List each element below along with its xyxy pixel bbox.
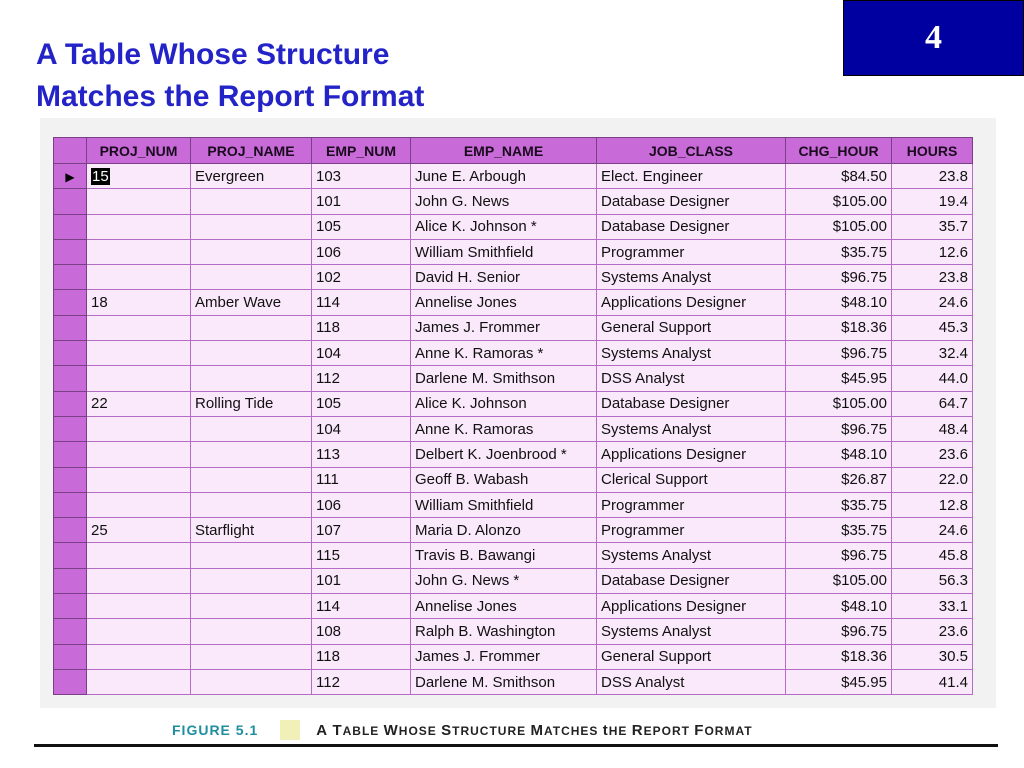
cell-proj-name[interactable] xyxy=(191,543,312,568)
row-selector[interactable] xyxy=(54,669,87,694)
table-row[interactable] xyxy=(54,594,973,619)
caption-divider xyxy=(34,744,998,747)
cell-chg-hour[interactable]: $18.36 xyxy=(786,315,892,340)
table-row[interactable] xyxy=(54,492,973,517)
cell-emp-name[interactable]: Geoff B. Wabash xyxy=(411,467,597,492)
cell-proj-num[interactable] xyxy=(87,467,191,492)
cell-emp-name[interactable]: Annelise Jones xyxy=(411,594,597,619)
slide-title-line-2: Matches the Report Format xyxy=(36,80,425,113)
cell-proj-num[interactable] xyxy=(87,315,191,340)
cell-emp-name[interactable]: John G. News xyxy=(411,189,597,214)
cell-emp-name[interactable]: James J. Frommer xyxy=(411,315,597,340)
cell-hours[interactable]: 33.1 xyxy=(892,594,973,619)
cell-hours[interactable]: 23.6 xyxy=(892,442,973,467)
table-row[interactable] xyxy=(54,189,973,214)
table-body xyxy=(54,164,973,695)
row-selector[interactable] xyxy=(54,189,87,214)
cell-proj-num[interactable] xyxy=(87,644,191,669)
cell-job-class[interactable]: Systems Analyst xyxy=(597,341,786,366)
cell-hours[interactable]: 24.6 xyxy=(892,290,973,315)
cell-proj-name[interactable] xyxy=(191,366,312,391)
cell-emp-name[interactable]: Darlene M. Smithson xyxy=(411,366,597,391)
cell-job-class[interactable]: Elect. Engineer xyxy=(597,164,786,189)
slide-title-line-1: A Table Whose Structure xyxy=(36,38,390,71)
cell-emp-num[interactable]: 106 xyxy=(312,492,411,517)
cell-proj-num[interactable]: 25 xyxy=(87,518,191,543)
cell-emp-num[interactable]: 114 xyxy=(312,290,411,315)
row-selector[interactable] xyxy=(54,214,87,239)
cell-proj-name[interactable] xyxy=(191,644,312,669)
cell-job-class[interactable]: Applications Designer xyxy=(597,442,786,467)
table-row[interactable] xyxy=(54,315,973,340)
table-row[interactable] xyxy=(54,619,973,644)
row-selector[interactable] xyxy=(54,366,87,391)
cell-emp-num[interactable]: 118 xyxy=(312,315,411,340)
project-employee-table xyxy=(53,137,973,695)
row-selector[interactable] xyxy=(54,619,87,644)
table-row[interactable] xyxy=(54,366,973,391)
cell-proj-name[interactable] xyxy=(191,442,312,467)
cell-proj-name[interactable]: Rolling Tide xyxy=(191,391,312,416)
row-selector[interactable] xyxy=(54,644,87,669)
header-row xyxy=(54,138,973,164)
cell-emp-name[interactable]: James J. Frommer xyxy=(411,644,597,669)
cell-emp-num[interactable]: 106 xyxy=(312,239,411,264)
cell-emp-name[interactable]: Annelise Jones xyxy=(411,290,597,315)
table-row[interactable] xyxy=(54,442,973,467)
cell-emp-num[interactable]: 104 xyxy=(312,416,411,441)
table-row[interactable] xyxy=(54,518,973,543)
cell-hours[interactable]: 19.4 xyxy=(892,189,973,214)
cell-proj-name[interactable] xyxy=(191,467,312,492)
table-row[interactable] xyxy=(54,644,973,669)
cell-chg-hour[interactable]: $96.75 xyxy=(786,265,892,290)
cell-proj-num[interactable] xyxy=(87,189,191,214)
caption-swatch xyxy=(280,720,300,740)
cell-job-class[interactable]: General Support xyxy=(597,315,786,340)
table-row[interactable] xyxy=(54,341,973,366)
cell-proj-name[interactable]: Evergreen xyxy=(191,164,312,189)
slide-number-box xyxy=(843,0,1024,76)
row-selector[interactable] xyxy=(54,391,87,416)
cell-emp-name[interactable]: Anne K. Ramoras xyxy=(411,416,597,441)
cell-proj-num[interactable] xyxy=(87,492,191,517)
column-header-emp-name[interactable]: EMP_NAME xyxy=(411,138,597,164)
cell-job-class[interactable]: Systems Analyst xyxy=(597,265,786,290)
cell-emp-name[interactable]: Travis B. Bawangi xyxy=(411,543,597,568)
select-all-corner[interactable] xyxy=(54,138,87,164)
cell-emp-num[interactable]: 111 xyxy=(312,467,411,492)
column-header-chg-hour[interactable]: CHG_HOUR xyxy=(786,138,892,164)
cell-hours[interactable]: 12.6 xyxy=(892,239,973,264)
cell-job-class[interactable]: Systems Analyst xyxy=(597,416,786,441)
cell-chg-hour[interactable]: $26.87 xyxy=(786,467,892,492)
cell-proj-name[interactable] xyxy=(191,239,312,264)
cell-proj-name[interactable]: Amber Wave xyxy=(191,290,312,315)
cell-emp-name[interactable]: William Smithfield xyxy=(411,492,597,517)
cell-proj-num[interactable] xyxy=(87,265,191,290)
cell-emp-name[interactable]: Darlene M. Smithson xyxy=(411,669,597,694)
cell-proj-name[interactable]: Starflight xyxy=(191,518,312,543)
figure-caption xyxy=(172,718,753,742)
cell-job-class[interactable]: Clerical Support xyxy=(597,467,786,492)
cell-emp-name[interactable]: June E. Arbough xyxy=(411,164,597,189)
cell-emp-num[interactable]: 113 xyxy=(312,442,411,467)
cell-chg-hour[interactable]: $105.00 xyxy=(786,214,892,239)
cell-emp-name[interactable]: Alice K. Johnson * xyxy=(411,214,597,239)
cell-chg-hour[interactable]: $96.75 xyxy=(786,341,892,366)
row-selector[interactable] xyxy=(54,442,87,467)
cell-proj-name[interactable] xyxy=(191,492,312,517)
cell-emp-num[interactable]: 107 xyxy=(312,518,411,543)
cell-chg-hour[interactable]: $35.75 xyxy=(786,492,892,517)
selected-cell-text: 15 xyxy=(92,167,109,185)
table-row[interactable] xyxy=(54,391,973,416)
cell-emp-name[interactable]: Ralph B. Washington xyxy=(411,619,597,644)
cell-chg-hour[interactable]: $96.75 xyxy=(786,416,892,441)
row-selector[interactable] xyxy=(54,594,87,619)
cell-proj-num[interactable] xyxy=(87,214,191,239)
row-selector[interactable] xyxy=(54,492,87,517)
cell-proj-name[interactable] xyxy=(191,265,312,290)
datasheet-view xyxy=(53,137,973,695)
cell-emp-num[interactable]: 101 xyxy=(312,189,411,214)
row-selector[interactable] xyxy=(54,290,87,315)
cell-proj-num[interactable]: 18 xyxy=(87,290,191,315)
cell-proj-name[interactable] xyxy=(191,619,312,644)
cell-chg-hour[interactable]: $105.00 xyxy=(786,568,892,593)
cell-proj-name[interactable] xyxy=(191,341,312,366)
cell-hours[interactable]: 23.8 xyxy=(892,164,973,189)
table-row[interactable] xyxy=(54,669,973,694)
table-row[interactable] xyxy=(54,239,973,264)
cell-emp-num[interactable]: 102 xyxy=(312,265,411,290)
cell-hours[interactable]: 44.0 xyxy=(892,366,973,391)
cell-hours[interactable]: 41.4 xyxy=(892,669,973,694)
cell-job-class[interactable]: Database Designer xyxy=(597,391,786,416)
cell-chg-hour[interactable]: $105.00 xyxy=(786,391,892,416)
row-selector[interactable] xyxy=(54,467,87,492)
row-selector[interactable] xyxy=(54,315,87,340)
cell-proj-num[interactable] xyxy=(87,164,191,189)
cell-job-class[interactable]: Programmer xyxy=(597,492,786,517)
cell-chg-hour[interactable]: $35.75 xyxy=(786,518,892,543)
table-row[interactable] xyxy=(54,568,973,593)
cell-chg-hour[interactable]: $48.10 xyxy=(786,442,892,467)
cell-emp-num[interactable]: 112 xyxy=(312,669,411,694)
cell-hours[interactable]: 32.4 xyxy=(892,341,973,366)
column-header-hours[interactable]: HOURS xyxy=(892,138,973,164)
column-header-proj-num[interactable]: PROJ_NUM xyxy=(87,138,191,164)
cell-emp-num[interactable]: 105 xyxy=(312,214,411,239)
cell-proj-num[interactable] xyxy=(87,543,191,568)
row-selector[interactable] xyxy=(54,341,87,366)
row-selector[interactable] xyxy=(54,568,87,593)
cell-hours[interactable]: 56.3 xyxy=(892,568,973,593)
row-selector[interactable] xyxy=(54,518,87,543)
cell-job-class[interactable]: Database Designer xyxy=(597,189,786,214)
table-row[interactable] xyxy=(54,265,973,290)
cell-proj-name[interactable] xyxy=(191,315,312,340)
cell-chg-hour[interactable]: $45.95 xyxy=(786,669,892,694)
current-record-arrow-icon: ▶ xyxy=(65,169,75,184)
cell-proj-name[interactable] xyxy=(191,416,312,441)
cell-chg-hour[interactable]: $96.75 xyxy=(786,543,892,568)
cell-emp-num[interactable]: 114 xyxy=(312,594,411,619)
table-row[interactable] xyxy=(54,543,973,568)
cell-hours[interactable]: 23.8 xyxy=(892,265,973,290)
cell-job-class[interactable]: Applications Designer xyxy=(597,594,786,619)
row-selector[interactable] xyxy=(54,239,87,264)
cell-job-class[interactable]: Systems Analyst xyxy=(597,619,786,644)
cell-proj-num[interactable] xyxy=(87,594,191,619)
table-row[interactable] xyxy=(54,214,973,239)
cell-emp-num[interactable]: 105 xyxy=(312,391,411,416)
cell-emp-num[interactable]: 115 xyxy=(312,543,411,568)
cell-hours[interactable]: 45.8 xyxy=(892,543,973,568)
table-row[interactable] xyxy=(54,164,973,189)
cell-chg-hour[interactable]: $84.50 xyxy=(786,164,892,189)
cell-emp-name[interactable]: Delbert K. Joenbrood * xyxy=(411,442,597,467)
cell-hours[interactable]: 35.7 xyxy=(892,214,973,239)
cell-emp-num[interactable]: 103 xyxy=(312,164,411,189)
cell-job-class[interactable]: Programmer xyxy=(597,518,786,543)
cell-hours[interactable]: 22.0 xyxy=(892,467,973,492)
column-header-proj-name[interactable]: PROJ_NAME xyxy=(191,138,312,164)
row-selector[interactable] xyxy=(54,265,87,290)
cell-chg-hour[interactable]: $105.00 xyxy=(786,189,892,214)
cell-chg-hour[interactable]: $48.10 xyxy=(786,594,892,619)
cell-hours[interactable]: 30.5 xyxy=(892,644,973,669)
slide-number: 4 xyxy=(925,19,942,56)
table-row[interactable] xyxy=(54,290,973,315)
cell-emp-name[interactable]: David H. Senior xyxy=(411,265,597,290)
cell-job-class[interactable]: General Support xyxy=(597,644,786,669)
cell-emp-name[interactable]: Alice K. Johnson xyxy=(411,391,597,416)
cell-emp-name[interactable]: Maria D. Alonzo xyxy=(411,518,597,543)
column-header-job-class[interactable]: JOB_CLASS xyxy=(597,138,786,164)
cell-proj-name[interactable] xyxy=(191,568,312,593)
cell-proj-name[interactable] xyxy=(191,594,312,619)
cell-chg-hour[interactable]: $45.95 xyxy=(786,366,892,391)
cell-hours[interactable]: 23.6 xyxy=(892,619,973,644)
cell-proj-name[interactable] xyxy=(191,669,312,694)
cell-proj-num[interactable] xyxy=(87,341,191,366)
cell-proj-name[interactable] xyxy=(191,214,312,239)
cell-job-class[interactable]: Database Designer xyxy=(597,214,786,239)
cell-job-class[interactable]: Applications Designer xyxy=(597,290,786,315)
cell-proj-num[interactable] xyxy=(87,239,191,264)
column-header-emp-num[interactable]: EMP_NUM xyxy=(312,138,411,164)
cell-hours[interactable]: 45.3 xyxy=(892,315,973,340)
cell-chg-hour[interactable]: $48.10 xyxy=(786,290,892,315)
table-row[interactable] xyxy=(54,416,973,441)
cell-chg-hour[interactable]: $18.36 xyxy=(786,644,892,669)
cell-proj-name[interactable] xyxy=(191,189,312,214)
cell-emp-num[interactable]: 118 xyxy=(312,644,411,669)
cell-emp-num[interactable]: 112 xyxy=(312,366,411,391)
cell-emp-name[interactable]: John G. News * xyxy=(411,568,597,593)
cell-emp-name[interactable]: William Smithfield xyxy=(411,239,597,264)
cell-emp-num[interactable]: 104 xyxy=(312,341,411,366)
cell-job-class[interactable]: Systems Analyst xyxy=(597,543,786,568)
cell-job-class[interactable]: Database Designer xyxy=(597,568,786,593)
cell-chg-hour[interactable]: $35.75 xyxy=(786,239,892,264)
cell-proj-num[interactable] xyxy=(87,416,191,441)
cell-proj-num[interactable] xyxy=(87,619,191,644)
row-selector[interactable] xyxy=(54,416,87,441)
cell-emp-num[interactable]: 101 xyxy=(312,568,411,593)
cell-hours[interactable]: 12.8 xyxy=(892,492,973,517)
cell-proj-num[interactable] xyxy=(87,442,191,467)
cell-job-class[interactable]: DSS Analyst xyxy=(597,366,786,391)
cell-hours[interactable]: 64.7 xyxy=(892,391,973,416)
cell-proj-num[interactable]: 22 xyxy=(87,391,191,416)
cell-chg-hour[interactable]: $96.75 xyxy=(786,619,892,644)
figure-caption-text: A TABLE WHOSE STRUCTURE MATCHES tHE REPORT FORMAT xyxy=(316,721,753,739)
figure-label: FIGURE 5.1 xyxy=(172,722,259,738)
row-selector[interactable] xyxy=(54,543,87,568)
cell-job-class[interactable]: DSS Analyst xyxy=(597,669,786,694)
cell-job-class[interactable]: Programmer xyxy=(597,239,786,264)
cell-hours[interactable]: 48.4 xyxy=(892,416,973,441)
cell-emp-num[interactable]: 108 xyxy=(312,619,411,644)
cell-proj-num[interactable] xyxy=(87,568,191,593)
row-selector[interactable] xyxy=(54,164,87,189)
table-row[interactable] xyxy=(54,467,973,492)
slide-title xyxy=(36,34,424,118)
cell-proj-num[interactable] xyxy=(87,669,191,694)
cell-proj-num[interactable] xyxy=(87,366,191,391)
cell-emp-name[interactable]: Anne K. Ramoras * xyxy=(411,341,597,366)
cell-hours[interactable]: 24.6 xyxy=(892,518,973,543)
